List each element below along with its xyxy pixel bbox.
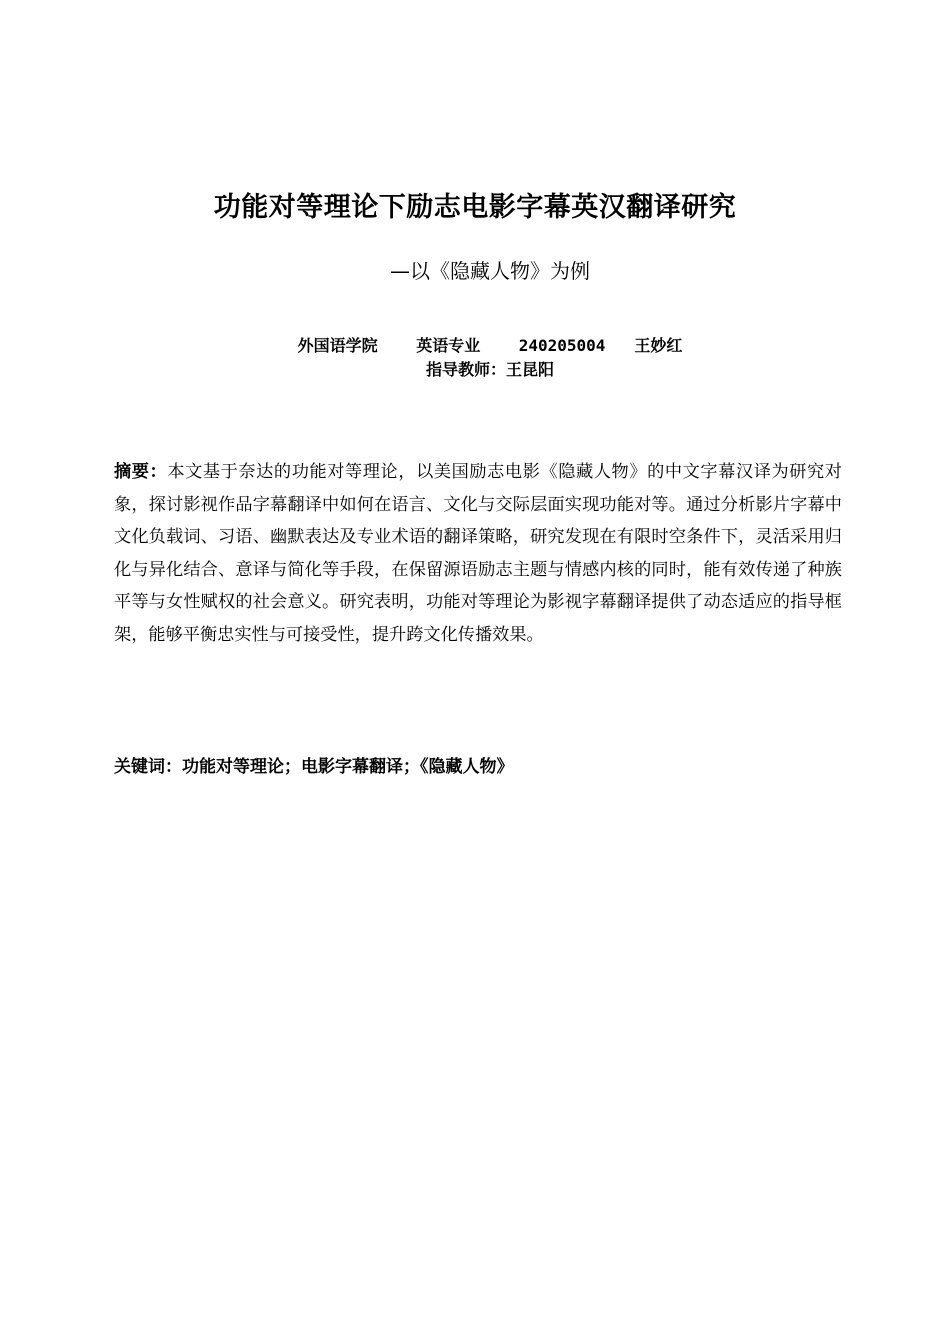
abstract-section [114,456,842,651]
keywords-label: 关键词： [114,757,182,777]
keywords-text: 功能对等理论；电影字幕翻译；《隐藏人物》 [182,757,514,777]
abstract-text: 本文基于奈达的功能对等理论，以美国励志电影《隐藏人物》的中文字幕汉译为研究对象，探讨影视作品字幕翻译中如何在语言、文化与交际层面实现功能对等。通过分析影片字幕中文化负载词、习语、幽默表达及专业术语的翻译策略，研究发现在有限时空条件下，灵活采用归化与异化结合、意译与简化等手段，在保留源语励志主题与情感内核的同时，能有效传递了种族平等与女性赋权的社会意义。研究表明，功能对等理论为影视字幕翻译提供了动态适应的指导框架，能够平衡忠实性与可接受性，提升跨文化传播效果。 [114,462,842,645]
document-title: 功能对等理论下励志电影字幕英汉翻译研究 [213,192,737,223]
abstract-label: 摘要： [114,462,168,482]
keywords-section [114,752,842,782]
author-info: 外国语学院 英语专业 240205004 王妙红 [297,336,683,355]
document-subtitle: —以《隐藏人物》为例 [390,259,590,283]
advisor-info: 指导教师：王昆阳 [425,360,554,379]
